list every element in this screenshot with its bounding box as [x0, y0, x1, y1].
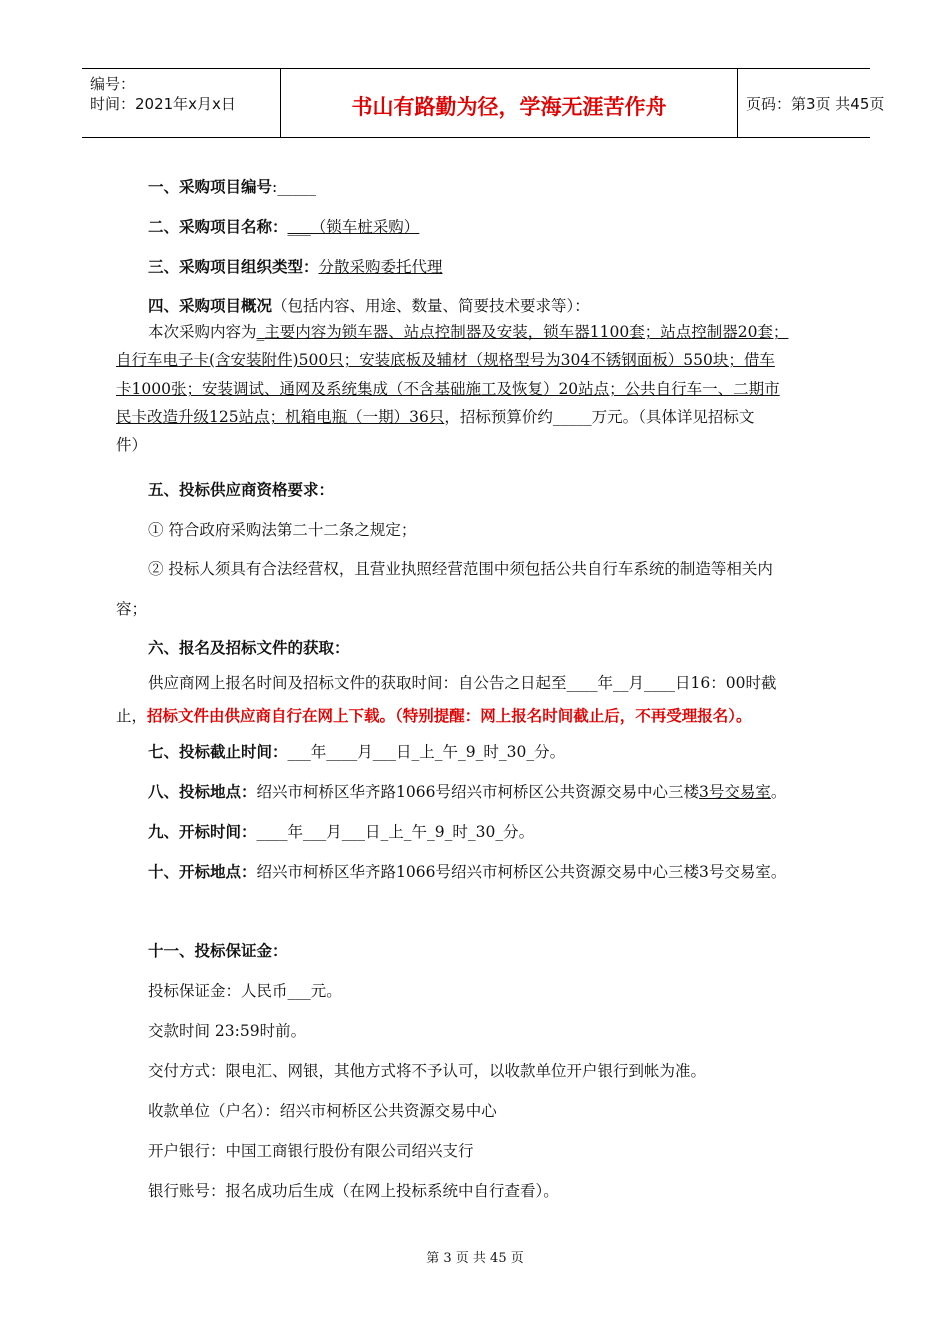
section-9-title: 九、开标时间：: [148, 823, 257, 841]
payment-time: 交款时间 23:59时前。: [148, 1022, 307, 1040]
section-8-end: 。: [770, 783, 787, 801]
payment-method: 交付方式：限电汇、网银，其他方式将不予认可，以收款单位开户银行到帐为准。: [148, 1062, 707, 1080]
payee: 收款单位（户名）：绍兴市柯桥区公共资源交易中心: [148, 1102, 497, 1120]
bank: 开户银行：中国工商银行股份有限公司绍兴支行: [148, 1142, 474, 1160]
number-label: 编号：: [90, 75, 136, 93]
section-6-notice: 招标文件由供应商自行在网上下载。（特别提醒：网上报名时间截止后，不再受理报名）。: [147, 707, 752, 725]
section-4: [148, 294, 590, 316]
section-3-title: 三、采购项目组织类型：: [148, 258, 319, 276]
section-4-line-2: 自行车电子卡(含安装附件)500只；安装底板及辅材（规格型号为304不锈钢面板）550块；借车: [116, 351, 775, 369]
section-7-value: ___年____月___日_上_午_9_时_30_分。: [287, 743, 566, 761]
section-4-line-5: 件）: [116, 436, 148, 454]
header-page-cell: [738, 69, 885, 137]
section-4-line-1: [148, 320, 788, 342]
section-4-line-4-content: 民卡改造升级125站点；机箱电瓶（一期）36只: [116, 408, 445, 426]
section-3: [148, 255, 443, 277]
section-9: [148, 820, 534, 842]
header-meta-cell: [82, 69, 281, 137]
section-1: [148, 175, 316, 197]
section-2: [148, 215, 419, 237]
header-motto-cell: [281, 69, 738, 137]
section-5-item-2: ② 投标人须具有合法经营权，且营业执照经营范围中须包括公共自行车系统的制造等相关内: [148, 560, 773, 578]
section-6-title: 六、报名及招标文件的获取：: [148, 639, 350, 657]
section-6-line-1: 供应商网上报名时间及招标文件的获取时间：自公告之日起至____年__月____日16：00时截: [148, 674, 777, 692]
section-6-line-2: [116, 704, 752, 726]
section-10-value: 绍兴市柯桥区华齐路1066号绍兴市柯桥区公共资源交易中心三楼3号交易室。: [256, 863, 787, 881]
page-label: 页码：第3页 共45页: [746, 95, 885, 113]
section-8: [148, 780, 786, 802]
section-10: [148, 860, 786, 882]
section-4-line-3: 卡1000张；安装调试、通网及系统集成（不含基础施工及恢复）20站点；公共自行车一、二期市: [116, 380, 780, 398]
section-8-address: 绍兴市柯桥区华齐路1066号绍兴市柯桥区公共资源交易中心三楼: [256, 783, 699, 801]
section-4-note: （包括内容、用途、数量、简要技术要求等）：: [272, 297, 590, 315]
section-3-value: 分散采购委托代理: [318, 258, 443, 276]
section-1-value: :_____: [272, 178, 316, 196]
bank-account: 银行账号：报名成功后生成（在网上投标系统中自行查看）。: [148, 1182, 559, 1200]
section-7: [148, 740, 565, 762]
page-header: [82, 68, 885, 138]
time-label: 时间：2021年x月x日: [90, 95, 236, 113]
deposit-amount: 投标保证金：人民币___元。: [148, 982, 342, 1000]
section-9-value: ____年___月___日_上_午_9_时_30_分。: [256, 823, 535, 841]
section-5-item-2-cont: 容；: [116, 600, 148, 618]
section-4-line-4: [116, 405, 754, 427]
section-4-title: 四、采购项目概况: [148, 297, 273, 315]
section-5-item-1: ① 符合政府采购法第二十二条之规定；: [148, 521, 417, 539]
motto: 书山有路勤为径，学海无涯苦作舟: [351, 95, 667, 119]
section-4-line-1-content: _主要内容为锁车器、站点控制器及安装，锁车器1100套；站点控制器20套；: [256, 323, 789, 341]
section-4-line-4-budget: ，招标预算价约_____万元。（具体详见招标文: [444, 408, 755, 426]
section-2-value: ___（锁车桩采购）: [287, 218, 420, 236]
section-8-room: 3号交易室: [698, 783, 771, 801]
section-10-title: 十、开标地点：: [148, 863, 257, 881]
section-2-title: 二、采购项目名称：: [148, 218, 288, 236]
section-8-title: 八、投标地点：: [148, 783, 257, 801]
section-1-title: 一、采购项目编号: [148, 178, 273, 196]
section-5-title: 五、投标供应商资格要求：: [148, 481, 335, 499]
section-7-title: 七、投标截止时间：: [148, 743, 288, 761]
section-4-line-1-lead: 本次采购内容为: [148, 323, 257, 341]
section-11-title: 十一、投标保证金：: [148, 942, 288, 960]
page-footer: 第 3 页 共 45 页: [426, 1251, 524, 1266]
section-6-line-2-lead: 止，: [116, 707, 148, 725]
